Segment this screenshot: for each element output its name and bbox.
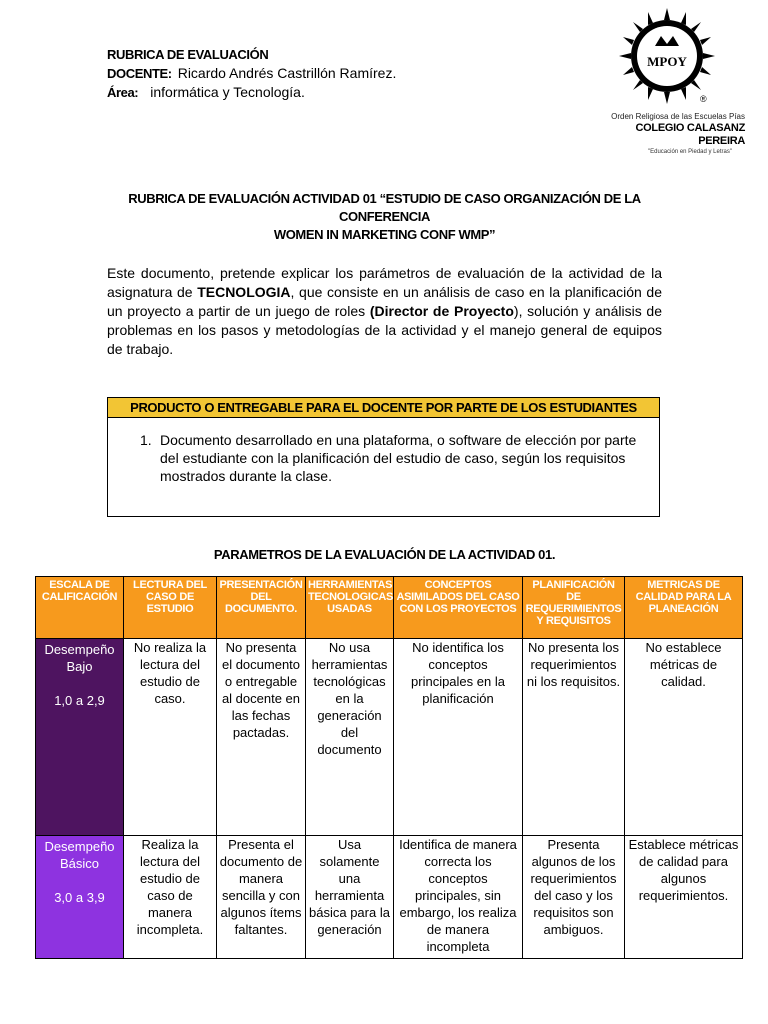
document-header xyxy=(107,45,396,102)
table-row xyxy=(36,639,743,836)
intro-bold-role: (Director de Proyecto xyxy=(369,303,514,319)
school-order: Orden Religiosa de las Escuelas Pías xyxy=(611,112,745,121)
table-cell: Usa solamente una herramienta básica para la generación xyxy=(306,836,394,959)
table-cell: No realiza la lectura del estudio de caso. xyxy=(124,639,217,836)
school-title: COLEGIO CALASANZ PEREIRA xyxy=(635,122,745,147)
table-cell: No presenta los requerimientos ni los requisitos. xyxy=(523,639,625,836)
intro-text-3: ), solución y análisis de problemas en los pasos y metodologías de la actividad y el manejo general de equipos de trabajo. xyxy=(107,303,663,357)
header-presentacion: PRESENTACIÓN DEL DOCUMENTO. xyxy=(217,577,306,639)
parameters-title: PARAMETROS DE LA EVALUACIÓN DE LA ACTIVIDAD 01. xyxy=(213,547,556,562)
level-cell-bajo xyxy=(36,639,124,836)
area-row xyxy=(107,83,396,102)
intro-bold-subject: TECNOLOGIA xyxy=(197,284,291,300)
table-cell: Presenta algunos de los requerimientos del caso y los requisitos son ambiguos. xyxy=(523,836,625,959)
level-name: Desempeño Bajo xyxy=(44,642,115,674)
level-cell-basico xyxy=(36,836,124,959)
header-planificacion: PLANIFICACIÓN DE REQUERIMIENTOS Y REQUISITOS xyxy=(523,577,625,639)
header-lectura: LECTURA DEL CASO DE ESTUDIO xyxy=(124,577,217,639)
table-cell: Presenta el documento de manera sencilla y con algunos ítems faltantes. xyxy=(217,836,306,959)
table-cell: Identifica de manera correcta los conceptos principales, sin embargo, los realiza de manera incompleta xyxy=(394,836,523,959)
school-logo xyxy=(595,6,755,156)
intro-text-2: , que consiste en un análisis de caso en la planificación de un proyecto a partir de un juego de roles xyxy=(107,284,662,319)
product-item-text: Documento desarrollado en una plataforma, o software de elección por parte del estudiante con la planificación del estudio de caso, según los requisitos mostrados durante la clase. xyxy=(160,432,637,484)
header-title: RUBRICA DE EVALUACIÓN xyxy=(107,47,269,62)
header-herramientas: HERRAMIENTAS TECNOLOGICAS USADAS xyxy=(306,577,394,639)
document-title xyxy=(108,190,661,244)
table-header-row xyxy=(36,577,743,639)
table-cell: No usa herramientas tecnológicas en la generación del documento xyxy=(306,639,394,836)
table-row xyxy=(36,836,743,959)
sunburst-emblem-icon xyxy=(617,6,717,106)
emblem-text: MPOY xyxy=(647,54,687,69)
area-label: Área: xyxy=(107,85,139,100)
intro-paragraph xyxy=(107,264,662,359)
area-value: informática y Tecnología. xyxy=(150,84,305,100)
rubric-table xyxy=(35,576,743,959)
school-name xyxy=(595,112,745,156)
level-range: 1,0 a 2,9 xyxy=(54,693,105,708)
docente-row xyxy=(107,64,396,83)
level-range: 3,0 a 3,9 xyxy=(54,890,105,905)
docente-value: Ricardo Andrés Castrillón Ramírez. xyxy=(177,65,397,81)
docente-label: DOCENTE: xyxy=(107,66,172,81)
header-escala: ESCALA DE CALIFICACIÓN xyxy=(36,577,124,639)
document-title-line2: WOMEN IN MARKETING CONF WMP” xyxy=(273,227,496,242)
product-box xyxy=(107,397,660,517)
document-title-line1: RUBRICA DE EVALUACIÓN ACTIVIDAD 01 “ESTUDIO DE CASO ORGANIZACIÓN DE LA CONFERENCIA xyxy=(128,191,641,224)
table-cell: No establece métricas de calidad. xyxy=(625,639,743,836)
intro-text-1: Este documento, pretende explicar los parámetros de evaluación de la actividad de la asignatura de xyxy=(107,265,662,300)
level-name: Desempeño Básico xyxy=(44,839,115,871)
product-list xyxy=(108,418,659,485)
header-conceptos: CONCEPTOS ASIMILADOS DEL CASO CON LOS PROYECTOS xyxy=(394,577,523,639)
table-cell: Establece métricas de calidad para algunos requerimientos. xyxy=(625,836,743,959)
table-cell: Realiza la lectura del estudio de caso de manera incompleta. xyxy=(124,836,217,959)
table-cell: No identifica los conceptos principales en la planificación xyxy=(394,639,523,836)
header-metricas: METRICAS DE CALIDAD PARA LA PLANEACIÓN xyxy=(625,577,743,639)
registered-mark: ® xyxy=(700,94,707,104)
school-motto: "Educación en Piedad y Letras" xyxy=(648,149,732,155)
product-heading: PRODUCTO O ENTREGABLE PARA EL DOCENTE POR PARTE DE LOS ESTUDIANTES xyxy=(108,398,659,418)
table-cell: No presenta el documento o entregable al docente en las fechas pactadas. xyxy=(217,639,306,836)
product-item-number: 1. xyxy=(140,432,152,448)
